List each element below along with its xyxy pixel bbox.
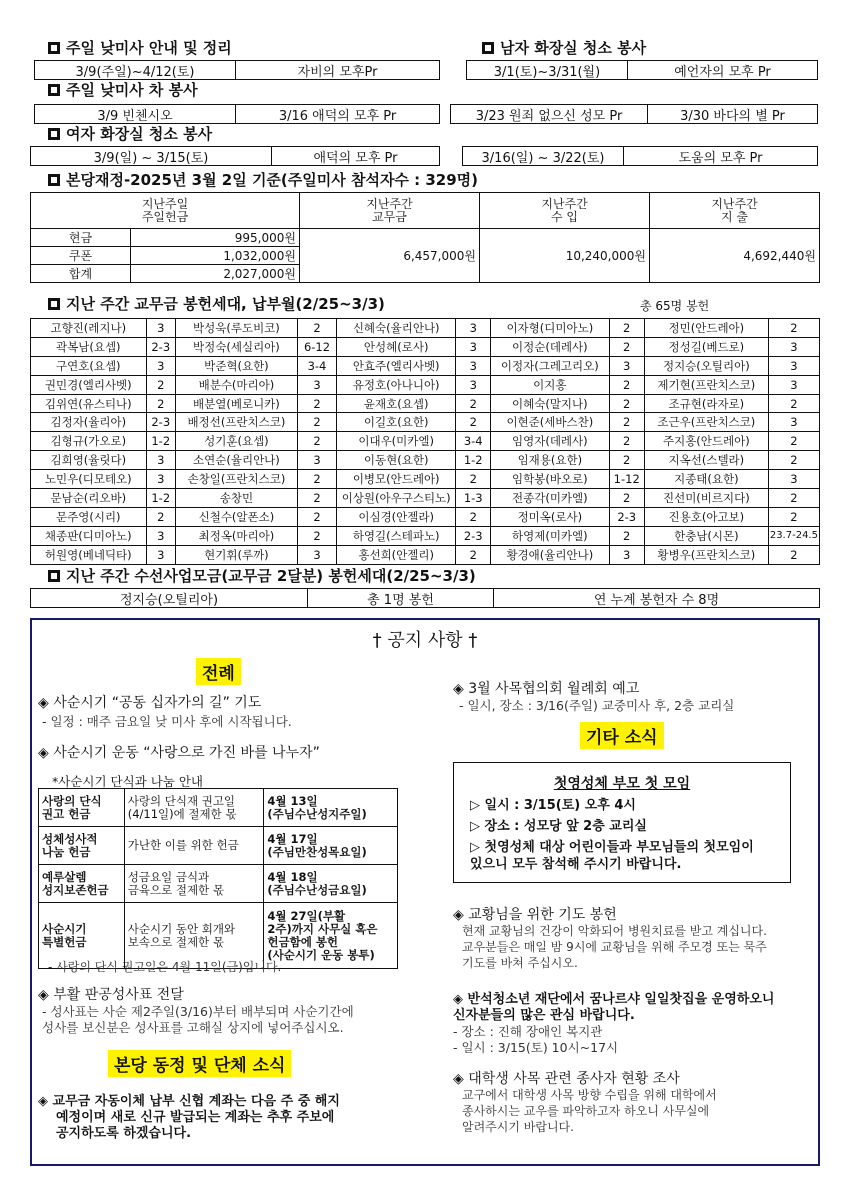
stations-sub: - 일정 : 매주 금요일 낮 미사 후에 시작됩니다. [42, 714, 292, 729]
dues-months-cell: 2 [768, 394, 819, 413]
parish-heading [108, 1050, 291, 1077]
council-title: ◈ 3월 사목협의회 월례회 예고 [453, 681, 640, 697]
dues-name-cell: 이상원(아우구스티노) [337, 489, 456, 508]
square-bullet-icon [48, 174, 60, 186]
dues-row [31, 432, 820, 451]
highlight-label: 기타 소식 [580, 722, 664, 749]
dues-name-cell: 이정순(데레사) [491, 337, 609, 356]
group: 자비의 모후Pr [235, 61, 439, 79]
dues-name-cell: 정미옥(로사) [491, 507, 609, 526]
vol-title-2: 신자분들의 많은 관심 바랍니다. [453, 1008, 635, 1023]
dues-months-cell: 3 [456, 337, 491, 356]
lent-type-cell: 성체성사적 나눔 헌금 [39, 827, 125, 865]
stations-title: ◈ 사순시기 “공동 십자가의 길” 기도 [38, 695, 262, 711]
dues-months-cell: 2 [297, 489, 336, 508]
group: 도움의 모후 Pr [623, 147, 817, 165]
dues-months-cell: 2 [768, 489, 819, 508]
dues-months-cell: 3 [146, 356, 175, 375]
dues-total-count: 총 65명 봉헌 [640, 299, 710, 313]
lent-type-cell: 예루살렘 성지보존헌금 [39, 865, 125, 903]
dues-name-cell: 임학봉(바오로) [491, 470, 609, 489]
survey-2: 종사하시는 교우를 파악하고자 하오니 사무실에 [462, 1104, 710, 1118]
dues-name-cell: 유정호(아나니아) [337, 375, 456, 394]
lent-desc-cell: 사순시기 동안 회개와 보속으로 절제한 몫 [124, 903, 264, 969]
dues-months-cell: 1-3 [456, 489, 491, 508]
dues-months-cell: 2 [456, 545, 491, 564]
dues-months-cell: 3 [768, 413, 819, 432]
square-bullet-icon [482, 42, 494, 54]
dues-months-cell: 2 [297, 507, 336, 526]
lent-row [39, 789, 398, 827]
dues-name-cell: 채종판(디미아노) [31, 526, 147, 545]
dues-months-cell: 3 [456, 319, 491, 338]
dues-row [31, 545, 820, 564]
lent-date-cell: 4월 17일 (주님만찬성목요일) [264, 827, 398, 865]
row-value: 995,000원 [131, 229, 300, 247]
square-bullet-icon [48, 570, 60, 582]
dues-name-cell: 배정선(프란치스코) [175, 413, 297, 432]
dues-name-cell: 임영자(데레사) [491, 432, 609, 451]
dues-name-cell: 곽복남(요셉) [31, 337, 147, 356]
header-income: 지난주간 수 입 [480, 193, 650, 229]
lent-row [39, 865, 398, 903]
dues-months-cell: 2 [146, 375, 175, 394]
square-bullet-icon [48, 84, 60, 96]
dues-name-cell: 김정자(율리아) [31, 413, 147, 432]
dues-name-cell: 노민우(디모테오) [31, 470, 147, 489]
dues-months-cell: 2 [768, 432, 819, 451]
dues-months-cell: 2 [609, 394, 644, 413]
dues-name-cell: 황병우(프란치스코) [644, 545, 768, 564]
dues-table [30, 318, 820, 565]
dues-row [31, 526, 820, 545]
heading-text: 지난 주간 수선사업모금(교무금 2달분) 봉헌세대(2/25~3/3) [66, 567, 476, 585]
dues-months-cell: 2 [456, 470, 491, 489]
dues-name-cell: 안성혜(로사) [337, 337, 456, 356]
dues-name-cell: 허원영(베네딕타) [31, 545, 147, 564]
finance-heading [44, 170, 478, 190]
dues-name-cell: 권민경(엘리사벳) [31, 375, 147, 394]
dues-months-cell: 3 [456, 356, 491, 375]
row-value: 1,032,000원 [131, 247, 300, 265]
square-bullet-icon [48, 42, 60, 54]
dues-months-cell: 2 [609, 413, 644, 432]
dues-row [31, 489, 820, 508]
dues-months-cell: 2 [768, 451, 819, 470]
account-1: ◈ 교무금 자동이체 납부 신협 계좌는 다음 주 중 해지 [38, 1094, 340, 1109]
dues-months-cell: 1-2 [456, 451, 491, 470]
income-total: 10,240,000원 [480, 229, 650, 283]
dues-name-cell: 하영제(미카엘) [491, 526, 609, 545]
dues-row [31, 356, 820, 375]
dues-name-cell: 윤재호(요셉) [337, 394, 456, 413]
prayer-3: 기도를 바쳐 주십시오. [462, 956, 578, 970]
dues-months-cell: 3 [297, 375, 336, 394]
dues-months-cell: 2 [768, 545, 819, 564]
dues-name-cell: 주지홍(안드레아) [644, 432, 768, 451]
mens-cleaning-row [466, 60, 818, 80]
dues-months-cell: 23.7-24.5 [768, 526, 819, 545]
dues-total: 6,457,000원 [300, 229, 480, 283]
header-dues: 지난주간 교무금 [300, 193, 480, 229]
dues-months-cell: 2-3 [146, 337, 175, 356]
row-label: 쿠폰 [31, 247, 131, 265]
prayer-title: ◈ 교황님을 위한 기도 봉헌 [453, 907, 617, 923]
dues-name-cell: 조규현(라자로) [644, 394, 768, 413]
mass-guide-heading [44, 38, 232, 58]
heading-text: 주일 낮미사 차 봉사 [66, 81, 198, 99]
dues-name-cell: 정지승(오틸리아) [644, 356, 768, 375]
dues-months-cell: 2 [768, 507, 819, 526]
dues-name-cell: 최정옥(마리아) [175, 526, 297, 545]
lent-date-cell: 4월 27일(부활 2주)까지 사무실 혹은 헌금함에 봉헌 (사순시기 운동 봉투) [264, 903, 398, 969]
header-sunday: 지난주일 주일헌금 [31, 193, 300, 229]
fc-line: ▷ 일시 : 3/15(토) 오후 4시 [470, 798, 636, 813]
dues-name-cell: 손창일(프란치스코) [175, 470, 297, 489]
mission-count: 총 1명 봉헌 [307, 589, 493, 607]
lent-date-cell: 4월 18일 (주님수난성금요일) [264, 865, 398, 903]
heading-text: 주일 낮미사 안내 및 정리 [66, 39, 232, 57]
dues-name-cell: 송창민 [175, 489, 297, 508]
row-value: 2,027,000원 [131, 265, 300, 283]
dues-name-cell: 정민(안드레아) [644, 319, 768, 338]
lent-table-title: *사순시기 단식과 나눔 안내 [52, 774, 203, 789]
tea-slot: 3/9 빈첸시오 [97, 108, 173, 123]
dues-name-cell: 박준혁(요한) [175, 356, 297, 375]
heading-text: 본당재정-2025년 3월 2일 기준(주일미사 참석자수 : 329명) [66, 171, 479, 189]
lent-note: - 사랑의 단식 권고일은 4월 11일(금)입니다. [48, 960, 282, 974]
dues-name-cell: 한충남(시몬) [644, 526, 768, 545]
dues-months-cell: 3 [146, 451, 175, 470]
dues-name-cell: 성기훈(요셉) [175, 432, 297, 451]
dues-months-cell: 2 [297, 413, 336, 432]
dues-months-cell: 3 [609, 356, 644, 375]
fc-title: 첫영성체 부모 첫 모임 [553, 776, 691, 792]
dues-months-cell: 3 [146, 319, 175, 338]
dues-name-cell: 구연호(요셉) [31, 356, 147, 375]
notice-box [30, 618, 820, 1166]
mission-cumulative: 연 누계 봉헌자 수 8명 [493, 589, 819, 607]
dues-months-cell: 2-3 [609, 507, 644, 526]
dues-name-cell: 이심경(안젤라) [337, 507, 456, 526]
dues-name-cell: 임재용(요한) [491, 451, 609, 470]
campaign-title: ◈ 사순시기 운동 “사랑으로 가진 바를 나누자” [38, 745, 320, 761]
survey-title: ◈ 대학생 사목 관련 종사자 현황 조사 [453, 1071, 680, 1087]
dues-months-cell: 3-4 [456, 432, 491, 451]
group: 애덕의 모후 Pr [271, 147, 439, 165]
dues-months-cell: 2 [297, 526, 336, 545]
heading-text: 여자 화장실 청소 봉사 [66, 125, 213, 143]
finance-table [30, 192, 820, 283]
dues-months-cell: 3 [768, 337, 819, 356]
account-2: 예정이며 새로 신규 발급되는 계좌는 추후 주보에 [56, 1110, 335, 1125]
dues-months-cell: 2 [297, 394, 336, 413]
dues-name-cell: 이지홍 [491, 375, 609, 394]
first-communion-box [453, 762, 791, 883]
row-label: 합계 [31, 265, 131, 283]
tea-slot: 3/30 바다의 별 Pr [647, 105, 817, 123]
dues-name-cell: 배분열(베로니카) [175, 394, 297, 413]
dues-months-cell: 3 [768, 356, 819, 375]
row-label: 현금 [31, 229, 131, 247]
vol-1: - 장소 : 진해 장애인 복지관 [453, 1024, 603, 1039]
dues-name-cell: 이혜숙(말지나) [491, 394, 609, 413]
notice-title: † 공지 사항 † [372, 630, 478, 651]
dues-months-cell: 2 [456, 394, 491, 413]
dues-months-cell: 2-3 [146, 413, 175, 432]
dues-name-cell: 정성길(베드로) [644, 337, 768, 356]
dues-months-cell: 3 [768, 375, 819, 394]
dues-name-cell: 조근우(프란치스코) [644, 413, 768, 432]
dues-months-cell: 2 [456, 507, 491, 526]
heading-text: 지난 주간 교무금 봉헌세대, 납부월(2/25~3/3) [66, 295, 385, 313]
easter-sub-2: 성사를 보신분은 성사표를 고해실 상지에 넣어주십시오. [42, 1020, 344, 1035]
lent-desc-cell: 사랑의 단식재 권고일 (4/11일)에 절제한 몫 [124, 789, 264, 827]
dues-months-cell: 2 [609, 337, 644, 356]
dues-row [31, 470, 820, 489]
council-sub: - 일시, 장소 : 3/16(주일) 교중미사 후, 2층 교리실 [459, 698, 735, 713]
tea-row-1 [34, 104, 440, 124]
group: 예언자의 모후 Pr [627, 61, 817, 79]
lent-type-cell: 사랑의 단식 권고 헌금 [39, 789, 125, 827]
dues-name-cell: 김희영(율릿다) [31, 451, 147, 470]
lent-row [39, 827, 398, 865]
lent-type-cell: 사순시기 특별헌금 [39, 903, 125, 969]
expense-total: 4,692,440원 [650, 229, 820, 283]
dues-name-cell: 진선미(비르지다) [644, 489, 768, 508]
womens-cleaning-heading [44, 124, 212, 144]
dues-months-cell: 2 [146, 394, 175, 413]
dues-name-cell: 김위연(유스티나) [31, 394, 147, 413]
dues-name-cell: 고향진(레지나) [31, 319, 147, 338]
period: 3/9(주일)~4/12(토) [75, 64, 195, 79]
square-bullet-icon [48, 298, 60, 310]
dues-name-cell: 배분수(마리아) [175, 375, 297, 394]
tea-slot: 3/23 원죄 없으신 성모 Pr [475, 108, 623, 123]
dues-row [31, 394, 820, 413]
womens-cleaning-row-1 [30, 146, 440, 166]
easter-sub-1: - 성사표는 사순 제2주일(3/16)부터 배부되며 사순기간에 [42, 1004, 354, 1019]
dues-name-cell: 신혜숙(율리안나) [337, 319, 456, 338]
vol-title-1: ◈ 반석청소년 재단에서 꿈나르샤 일일찻집을 운영하오니 [453, 992, 775, 1007]
dues-name-cell: 이길호(요한) [337, 413, 456, 432]
dues-name-cell: 문남순(리오바) [31, 489, 147, 508]
dues-name-cell: 지종태(요한) [644, 470, 768, 489]
dues-months-cell: 1-2 [146, 489, 175, 508]
mission-name: 정지승(오틸리아) [119, 592, 219, 607]
mass-guide-row [34, 60, 440, 80]
mission-row [30, 588, 820, 608]
dues-name-cell: 제기현(프란치스코) [644, 375, 768, 394]
dues-months-cell: 2 [609, 432, 644, 451]
prayer-1: 현재 교황님의 건강이 악화되어 병원치료를 받고 계십니다. [462, 924, 767, 938]
dues-months-cell: 2 [609, 451, 644, 470]
dues-months-cell: 3 [146, 545, 175, 564]
lent-table [38, 788, 398, 969]
period: 3/9(일) ~ 3/15(토) [93, 150, 209, 165]
dues-months-cell: 6-12 [297, 337, 336, 356]
fc-line: ▷ 첫영성체 대상 어린이들과 부모님들의 첫모임이 [470, 840, 754, 855]
lent-desc-cell: 성금요일 금식과 금육으로 절제한 몫 [124, 865, 264, 903]
dues-months-cell: 3 [456, 375, 491, 394]
dues-months-cell: 2 [297, 470, 336, 489]
account-3: 공지하도록 하겠습니다. [56, 1126, 192, 1141]
dues-months-cell: 3 [297, 451, 336, 470]
period: 3/1(토)~3/31(월) [493, 64, 601, 79]
dues-months-cell: 3-4 [297, 356, 336, 375]
tea-row-2 [450, 104, 818, 124]
dues-months-cell: 2 [768, 319, 819, 338]
period: 3/16(일) ~ 3/22(토) [481, 150, 605, 165]
dues-row [31, 413, 820, 432]
dues-name-cell: 진용호(아고보) [644, 507, 768, 526]
dues-months-cell: 3 [146, 470, 175, 489]
fc-line: ▷ 장소 : 성모당 앞 2층 교리실 [470, 819, 647, 834]
dues-months-cell: 2 [609, 489, 644, 508]
dues-heading [44, 294, 385, 314]
dues-months-cell: 2 [609, 526, 644, 545]
dues-name-cell: 전종각(미카엘) [491, 489, 609, 508]
dues-months-cell: 3 [609, 545, 644, 564]
dues-months-cell: 3 [146, 526, 175, 545]
header-expense: 지난주간 지 출 [650, 193, 820, 229]
tea-slot: 3/16 애덕의 모후 Pr [235, 105, 439, 123]
liturgy-heading [196, 658, 241, 685]
dues-months-cell: 2 [609, 319, 644, 338]
dues-months-cell: 2 [456, 413, 491, 432]
easter-title: ◈ 부활 판공성사표 전달 [38, 987, 184, 1003]
dues-name-cell: 현기휘(루까) [175, 545, 297, 564]
mission-heading [44, 566, 476, 586]
dues-months-cell: 3 [768, 470, 819, 489]
dues-row [31, 451, 820, 470]
dues-name-cell: 소연순(율리안나) [175, 451, 297, 470]
prayer-2: 교우분들은 매일 밤 9시에 교황님을 위해 주모경 또는 묵주 [462, 940, 767, 954]
dues-name-cell: 안효주(엘리사벳) [337, 356, 456, 375]
dues-name-cell: 박성욱(루도비코) [175, 319, 297, 338]
dues-name-cell: 황경애(율리안나) [491, 545, 609, 564]
dues-name-cell: 문주영(시리) [31, 507, 147, 526]
dues-name-cell: 이병모(안드레아) [337, 470, 456, 489]
dues-months-cell: 1-2 [146, 432, 175, 451]
dues-name-cell: 신철수(알폰소) [175, 507, 297, 526]
dues-name-cell: 박정숙(세실리아) [175, 337, 297, 356]
dues-months-cell: 2 [146, 507, 175, 526]
dues-name-cell: 이자형(디미아노) [491, 319, 609, 338]
survey-3: 알려주시기 바랍니다. [462, 1120, 574, 1134]
dues-name-cell: 이대우(미카엘) [337, 432, 456, 451]
dues-row [31, 337, 820, 356]
other-heading [580, 722, 664, 749]
dues-row [31, 507, 820, 526]
womens-cleaning-row-2 [462, 146, 818, 166]
dues-name-cell: 이동현(요한) [337, 451, 456, 470]
lent-desc-cell: 가난한 이를 위한 헌금 [124, 827, 264, 865]
dues-months-cell: 2-3 [456, 526, 491, 545]
dues-name-cell: 김형규(가오로) [31, 432, 147, 451]
lent-date-cell: 4월 13일 (주님수난성지주일) [264, 789, 398, 827]
heading-text: 남자 화장실 청소 봉사 [500, 39, 647, 57]
dues-row [31, 319, 820, 338]
survey-1: 교구에서 대학생 사목 방향 수립을 위해 대학에서 [462, 1088, 717, 1102]
mens-cleaning-heading [478, 38, 646, 58]
mass-tea-heading [44, 80, 198, 100]
dues-row [31, 375, 820, 394]
highlight-label: 본당 동정 및 단체 소식 [108, 1050, 291, 1077]
dues-name-cell: 지옥선(스텔라) [644, 451, 768, 470]
dues-months-cell: 1-12 [609, 470, 644, 489]
vol-2: - 일시 : 3/15(토) 10시~17시 [453, 1040, 619, 1055]
dues-name-cell: 홍선희(안젤리) [337, 545, 456, 564]
dues-name-cell: 이정자(그레고리오) [491, 356, 609, 375]
highlight-label: 전례 [196, 658, 241, 685]
dues-months-cell: 2 [297, 432, 336, 451]
dues-name-cell: 이현준(세바스찬) [491, 413, 609, 432]
dues-months-cell: 3 [297, 545, 336, 564]
fc-line: 있으니 모두 참석해 주시기 바랍니다. [470, 857, 682, 872]
square-bullet-icon [48, 128, 60, 140]
dues-months-cell: 2 [297, 319, 336, 338]
dues-name-cell: 하영길(스테파노) [337, 526, 456, 545]
dues-months-cell: 2 [609, 375, 644, 394]
